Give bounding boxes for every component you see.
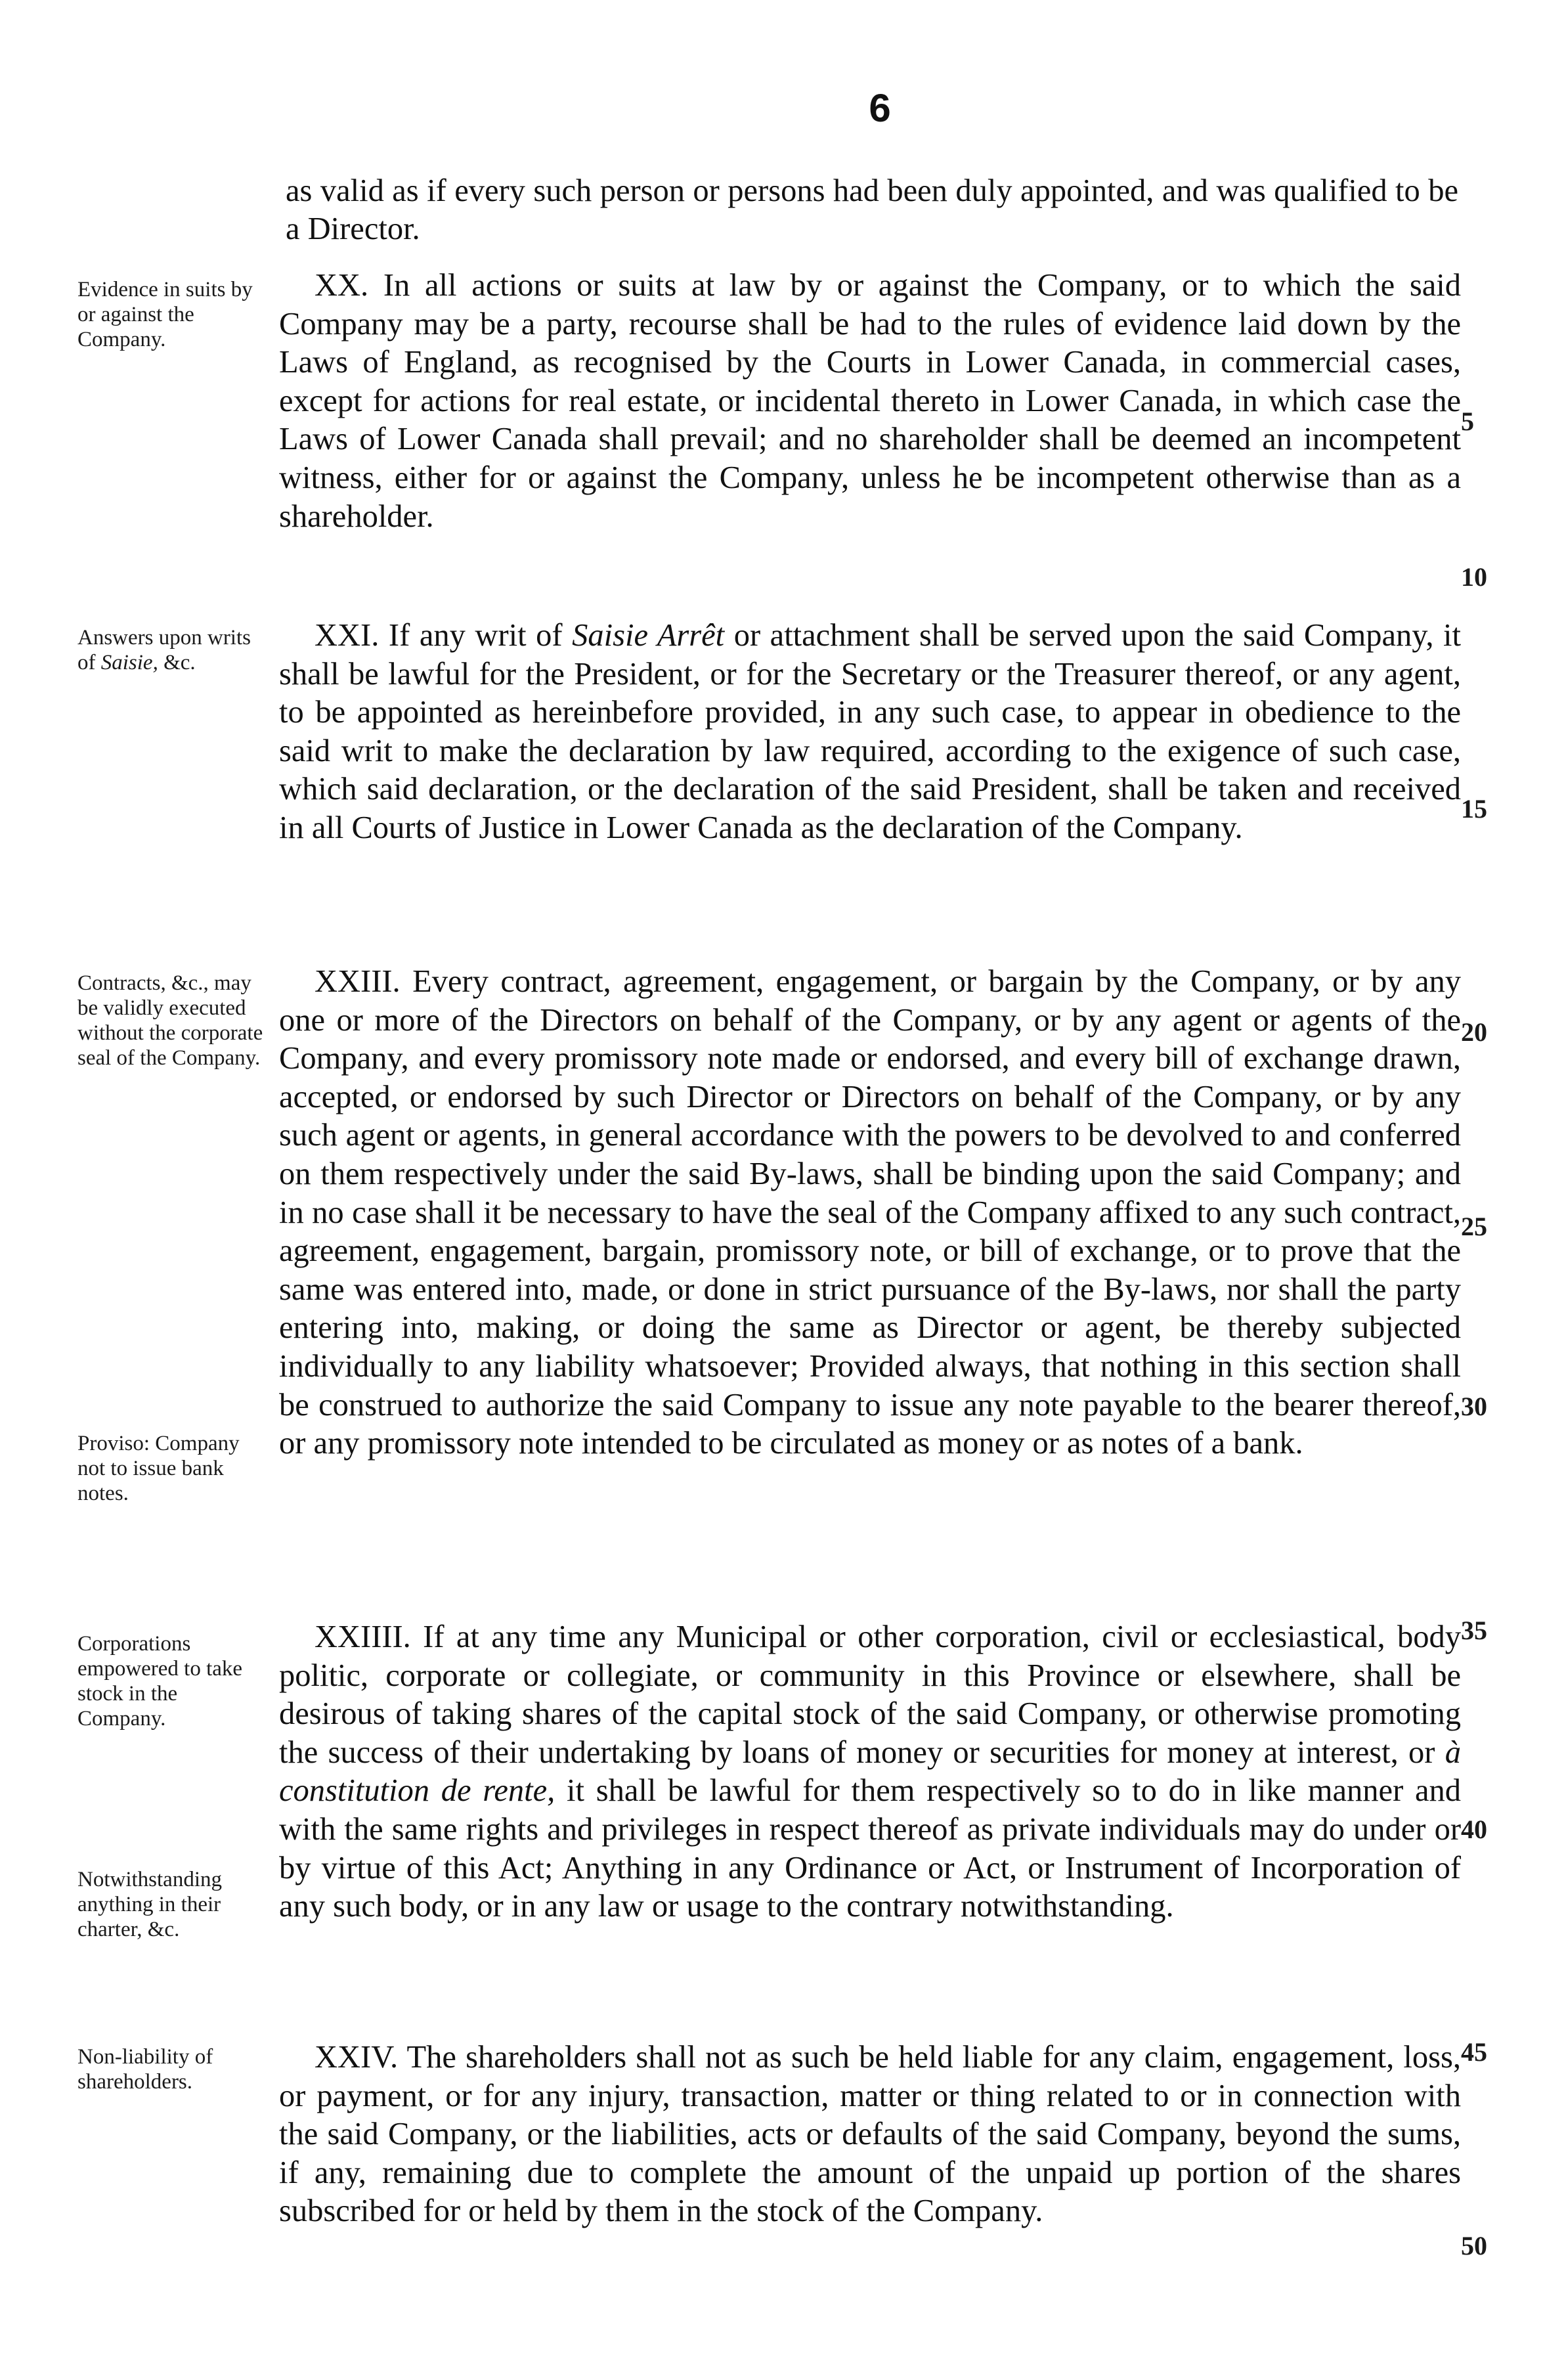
marginal-note-saisie — [77, 625, 268, 675]
section-xx-paragraph — [279, 267, 1461, 536]
line-number-5: 5 — [1461, 407, 1474, 436]
marginal-note-saisie-italic: Saisie, — [100, 651, 158, 674]
line-number-40: 40 — [1461, 1815, 1487, 1844]
section-xxiii-text: Every contract, agreement, engagement, or bargain by the Company, or by any one or more of the Directors on behalf of the Company, or by any agent or agents of the Company, and every promissory note made or endorsed, and every bill of exchange drawn, accepted, or endorsed by such Director or Directors on behalf of the Company, or by any such agent or agents, in general accordance with the powers to be devolved to and conferred on them respectively under the said By-laws, shall be binding upon the said Company; and in no case shall it be necessary to have the seal of the Company affixed to any such contract, agreement, engagement, bargain, promissory note, or bill of exchange, or to prove that the same was entered into, made, or done in strict pursuance of the By-laws, nor shall the party entering into, making, or doing the same as Director or agent, be thereby subjected individually to any liability whatsoever; Provided always, that nothing in this section shall be construed to authorize the said Company to issue any note payable to the bearer thereof, or any promissory note intended to be circulated as money or as notes of a bank. — [279, 964, 1461, 1461]
line-number-10: 10 — [1461, 562, 1487, 592]
section-xx-heading: XX. — [315, 268, 369, 303]
section-xx-text: In all actions or suits at law by or against the Company, or to which the said Company may be a party, recourse shall be had to the rules of evidence laid down by the Laws of England, as recognised by the Courts in Lower Canada, in commercial cases, except for actions for real estate, or incidental thereto in Lower Canada, in which case the Laws of Lower Canada shall prevail; and no shareholder shall be deemed an incompetent witness, either for or against the Company, unless he be incompetent otherwise than as a shareholder. — [279, 268, 1461, 534]
continuation-text: as valid as if every such person or persons had been duly appointed, and was qualified to be a Director. — [286, 173, 1458, 246]
section-xxi-heading: XXI. — [315, 618, 380, 653]
section-xxiv-paragraph — [279, 2038, 1461, 2231]
section-xxiiii-heading: XXIIII. — [315, 1620, 411, 1654]
line-number-45: 45 — [1461, 2037, 1487, 2067]
section-xxiii — [279, 963, 1461, 1463]
section-xxiv-heading: XXIV. — [315, 2040, 399, 2075]
marginal-note-evidence: Evidence in suits by or against the Company. — [77, 278, 253, 351]
line-number-30: 30 — [1461, 1392, 1487, 1421]
line-number-25: 25 — [1461, 1212, 1487, 1241]
marginal-note-contracts: Contracts, &c., may be validly executed without the corporate seal of the Company. — [77, 971, 263, 1070]
marginal-note-proviso: Proviso: Company not to issue bank notes. — [77, 1432, 240, 1505]
section-xxiv-text: The shareholders shall not as such be held liable for any claim, engagement, loss, or payment, or for any injury, transaction, matter or thing related to or in connection with the said Company, or the liabilities, acts or defaults of the said Company, beyond the sums, if any, remaining due to complete the amount of the unpaid up portion of the shares subscribed for or held by them in the stock of the Company. — [279, 2040, 1462, 2229]
section-xxi — [279, 617, 1461, 848]
marginal-note-saisie-text-2: &c. — [163, 651, 196, 674]
marginal-note-non-liability: Non-liability of shareholders. — [77, 2045, 213, 2094]
section-xxi-italic: Saisie Arrêt — [572, 618, 725, 653]
marginal-note-corporations: Corporations empowered to take stock in the Company. — [77, 1632, 243, 1730]
section-xxiiii — [279, 1618, 1461, 1926]
line-number-15: 15 — [1461, 794, 1487, 824]
section-xxi-text-after: or attachment shall be served upon the said Company, it shall be lawful for the President, or for the Secretary or the Treasurer thereof, or any agent, to be appointed as hereinbefore provided, in any such case, to appear in obedience to the said writ to make the declaration by law required, according to the exigence of such case, which said declaration, or the declaration of the said President, shall be taken and received in all Courts of Justice in Lower Canada as the declaration of the Company. — [279, 618, 1462, 845]
line-number-20: 20 — [1461, 1017, 1487, 1047]
section-xxiiii-paragraph — [279, 1618, 1461, 1926]
section-xxiii-heading: XXIII. — [315, 964, 401, 999]
line-number-50: 50 — [1461, 2231, 1487, 2260]
section-xxiiii-text-after: it shall be lawful for them respectively so to do in like manner and with the same rights and privileges in respect thereof as private individuals may do under or by virtue of this Act; Anything in any Ordinance or Act, or Instrument of Incorporation of any such body, or in any law or usage to the contrary notwithstanding. — [279, 1773, 1461, 1924]
section-xxi-paragraph — [279, 617, 1461, 848]
marginal-note-notwithstanding: Notwithstanding anything in their charter, &c. — [77, 1868, 222, 1941]
section-xxi-text-before: If any writ of — [388, 618, 563, 653]
line-number-35: 35 — [1461, 1616, 1487, 1645]
marginal-note-saisie-text-1: Answers upon writs of — [77, 626, 251, 674]
section-xxiv — [279, 2038, 1461, 2231]
section-xxiii-paragraph — [279, 963, 1461, 1463]
page-number: 6 — [869, 86, 891, 130]
section-xxiiii-text-before: If at any time any Municipal or other corporation, civil or ecclesiastical, body politic, corporate or collegiate, or community in this Province or elsewhere, shall be desirous of taking shares of the capital stock of the said Company, or otherwise promoting the success of their undertaking by loans of money or securities for money at interest, or — [279, 1620, 1461, 1770]
section-xxiiii-italic: à constitution de rente, — [279, 1734, 1461, 1809]
section-xx — [279, 267, 1461, 536]
